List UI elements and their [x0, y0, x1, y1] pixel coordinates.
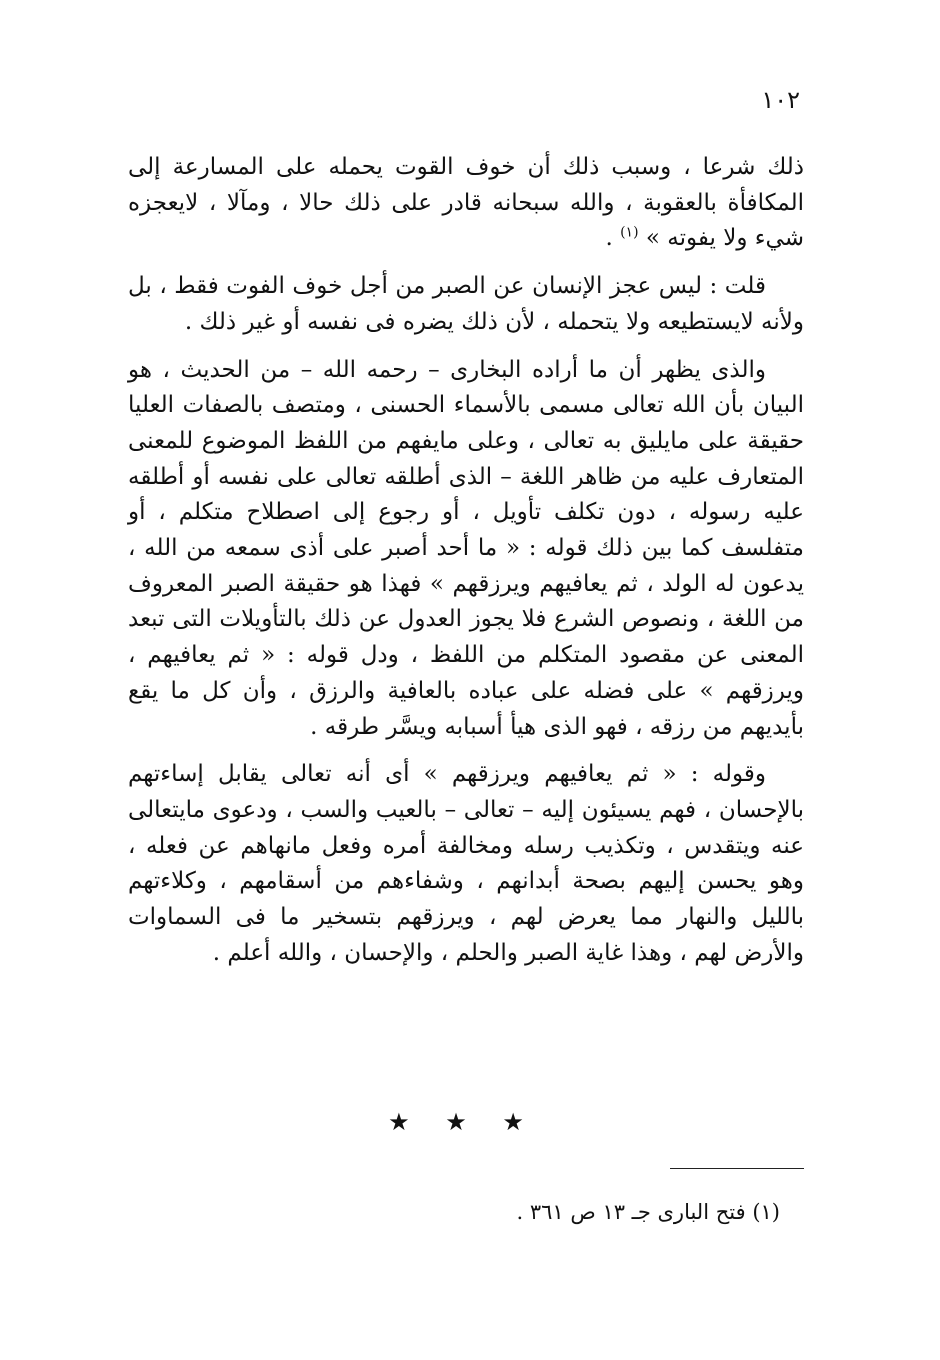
paragraph-4: وقوله : « ثم يعافيهم ويرزقهم » أى أنه تعالى يقابل إساءتهم بالإحسان ، فهم يسيئون إليه – تعالى – بالعيب والسب ، ودعوى مايتعالى عنه ويتقدس ، وتكذيب رسله ومخالفة أمره وفعل مانهاهم عن فعله ، وهو يحسن إليهم بصحة أبدانهم ، وشفاءهم من أسقامهم ، وكلاءتهم بالليل والنهار مما يعرض لهم ، ويرزقهم بتسخير ما فى السماوات والأرض لهم ، وهذا غاية الصبر والحلم ، والإحسان ، والله أعلم . [128, 761, 804, 966]
paragraph-1-text: ذلك شرعا ، وسبب ذلك أن خوف القوت يحمله على المسارعة إلى المكافأة بالعقوبة ، والله سبحانه قادر على ذلك حالا ، ومآلا ، لايعجزه شيء ولا يفوته » [128, 154, 804, 252]
footnote-reference: (١) [620, 224, 639, 241]
paragraph-1 [128, 150, 804, 257]
section-separator: ★ ★ ★ [388, 1108, 538, 1136]
body-text [128, 150, 804, 983]
footnote: (١) فتح البارى جـ ١٣ ص ٣٦١ . [516, 1200, 780, 1224]
paragraph-3: والذى يظهر أن ما أراده البخارى – رحمه الله – من الحديث ، هو البيان بأن الله تعالى مسمى بالأسماء الحسنى ، ومتصف بالصفات العليا حقيقة على مايليق به تعالى ، وعلى مايفهم من اللفظ الموضوع للمعنى المتعارف عليه من ظاهر اللغة – الذى أطلقه تعالى على نفسه أو أطلقه عليه رسوله ، دون تكلف تأويل ، أو رجوع إلى اصطلاح متكلم ، أو متفلسف كما بين ذلك قوله : « ما أحد أصبر على أذى سمعه من الله ، يدعون له الولد ، ثم يعافيهم ويرزقهم » فهذا هو حقيقة الصبر المعروف من اللغة ، ونصوص الشرع فلا يجوز العدول عن ذلك بالتأويلات التى تبعد المعنى عن مقصود المتكلم من اللفظ ، ودل قوله : « ثم يعافيهم ، ويرزقهم » على فضله على عباده بالعافية والرزق ، وأن كل ما يقع بأيديهم من رزقه ، فهو الذى هيأ أسبابه ويسَّر طرقه . [128, 356, 804, 740]
page-number: ١٠٢ [761, 86, 800, 114]
paragraph-2: قلت : ليس عجز الإنسان عن الصبر من أجل خوف الفوت فقط ، بل ولأنه لايستطيعه ولا يتحمله ، لأن ذلك يضره فى نفسه أو غير ذلك . [128, 273, 804, 335]
footnote-divider [670, 1168, 804, 1169]
paragraph-1-tail: . [605, 225, 621, 252]
